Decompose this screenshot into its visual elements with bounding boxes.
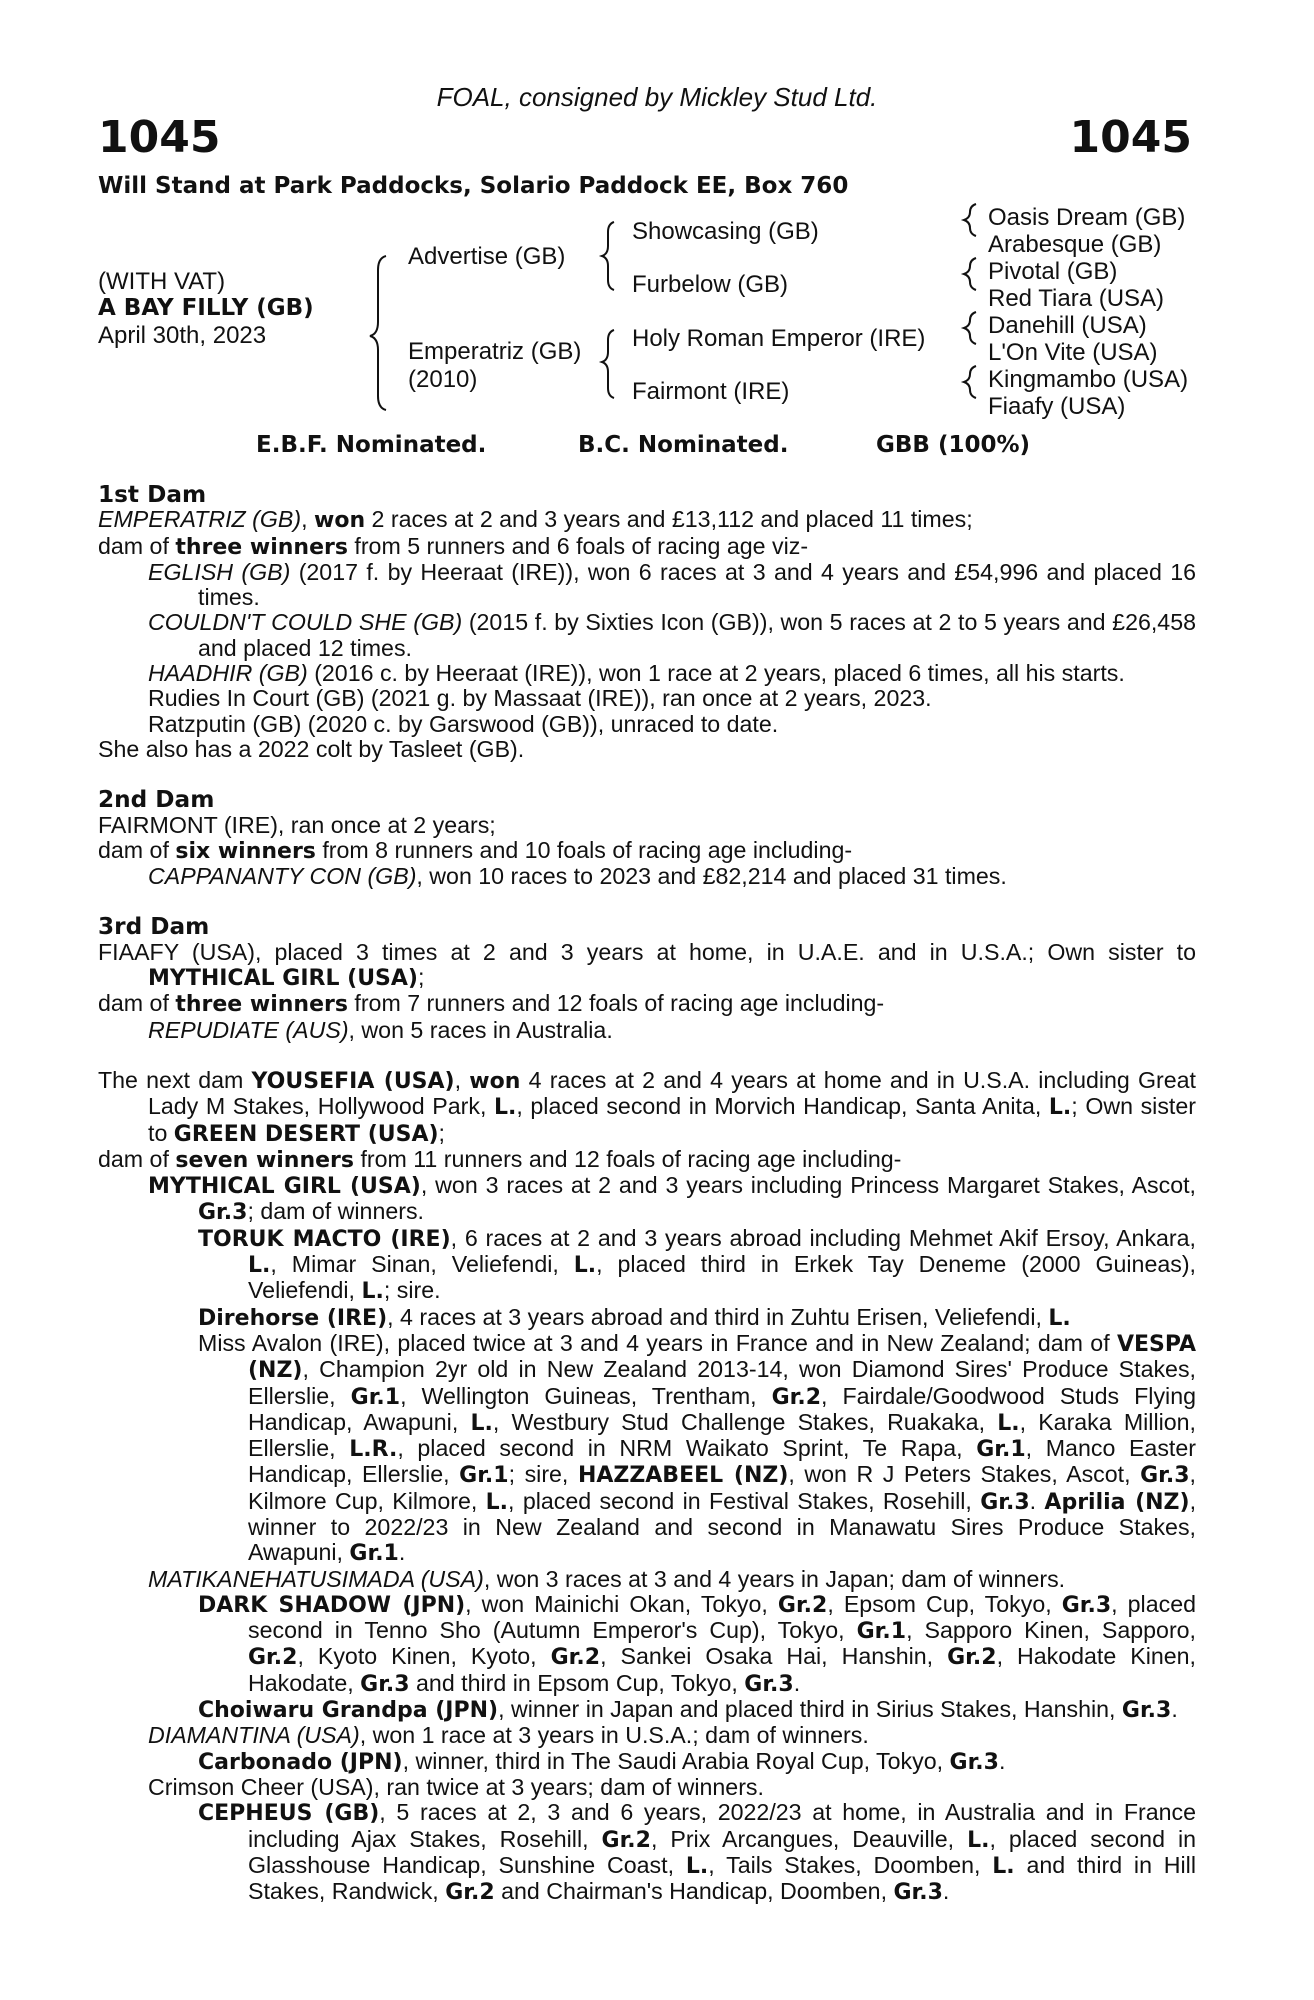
produce-haadhir: HAADHIR (GB) (2016 c. by Heeraat (IRE)), won 1 race at 2 years, placed 6 times, all his starts.	[148, 660, 1125, 687]
gen3-7: Kingmambo (USA)	[988, 366, 1189, 393]
dam-sire: Holy Roman Emperor (IRE)	[632, 325, 926, 352]
second-dam-produce: dam of six winners from 8 runners and 10 foals of racing age including-	[98, 836, 853, 864]
produce-crimson-cheer: Crimson Cheer (USA), ran twice at 3 years; dam of winners.	[148, 1773, 764, 1800]
gen3-8: Fiaafy (USA)	[988, 393, 1126, 420]
consignor-line: FOAL, consigned by Mickley Stud Ltd.	[436, 82, 878, 112]
third-dam-line: FIAAFY (USA), placed 3 times at 2 and 3 years at home, in U.A.E. and in U.S.A.; Own sister to MYTHICAL GIRL (USA);	[98, 938, 1196, 992]
ebf-nomination: E.B.F. Nominated.	[256, 432, 487, 458]
gen3-1: Oasis Dream (GB)	[988, 204, 1186, 231]
produce-couldnt: COULDN'T COULD SHE (GB) (2015 f. by Sixties Icon (GB)), won 5 races at 2 to 5 years and £26,458 and placed 12 times.	[148, 609, 1196, 661]
gen3-4: Red Tiara (USA)	[988, 285, 1165, 312]
produce-diamantina: DIAMANTINA (USA), won 1 race at 3 years in U.S.A.; dam of winners.	[148, 1722, 869, 1749]
gen3-6: L'On Vite (USA)	[988, 339, 1158, 366]
stand-location: Will Stand at Park Paddocks, Solario Paddock EE, Box 760	[98, 173, 849, 199]
gbb-rating: GBB (100%)	[876, 432, 1031, 458]
second-dam-heading: 2nd Dam	[98, 786, 215, 814]
dam-year: (2010)	[408, 366, 478, 393]
produce-cappananty: CAPPANANTY CON (GB), won 10 races to 2023 and £82,214 and placed 31 times.	[148, 863, 1007, 890]
produce-miss-avalon: Miss Avalon (IRE), placed twice at 3 and 4 years in France and in New Zealand; dam of VESPA (NZ), Champion 2yr old in New Zealand 2013-14, won Diamond Sires' Produce Stakes, Ellerslie, Gr.1, Wellington Guineas, Trentham, Gr.2, Fairdale/Goodwood Studs Flying Handicap, Awapuni, L., Westbury Stud Challenge Stakes, Ruakaka, L., Karaka Million, Ellerslie, L.R., placed second in NRM Waikato Sprint, Te Rapa, Gr.1, Manco Easter Handicap, Ellerslie, Gr.1; sire, HAZZABEEL (NZ), won R J Peters Stakes, Ascot, Gr.3, Kilmore Cup, Kilmore, L., placed second in Festival Stakes, Rosehill, Gr.3. Aprilia (NZ), winner to 2022/23 in New Zealand and second in Manawatu Sires Produce Stakes, Awapuni, Gr.1.	[198, 1329, 1197, 1567]
second-dam-line: FAIRMONT (IRE), ran once at 2 years;	[98, 811, 496, 838]
first-dam-line: EMPERATRIZ (GB), won 2 races at 2 and 3 years and £13,112 and placed 11 times;	[98, 506, 973, 534]
produce-dark-shadow: DARK SHADOW (JPN), won Mainichi Okan, Tokyo, Gr.2, Epsom Cup, Tokyo, Gr.3, placed second in Tenno Sho (Autumn Emperor's Cup), Tokyo, Gr.1, Sapporo Kinen, Sapporo, Gr.2, Kyoto Kinen, Kyoto, Gr.2, Sankei Osaka Hai, Hanshin, Gr.2, Hakodate Kinen, Hakodate, Gr.3 and third in Epsom Cup, Tokyo, Gr.3.	[198, 1590, 1196, 1697]
produce-eglish: EGLISH (GB) (2017 f. by Heeraat (IRE)), won 6 races at 3 and 4 years and £54,996 and placed 16 times.	[148, 558, 1196, 611]
next-dam-line: The next dam YOUSEFIA (USA), won 4 races at 2 and 4 years at home and in U.S.A. including Great Lady M Stakes, Hollywood Park, L., placed second in Morvich Handicap, Santa Anita, L.; Own sister to GREEN DESERT (USA);	[98, 1066, 1197, 1147]
sire-sire: Showcasing (GB)	[632, 218, 819, 245]
third-dam-produce: dam of three winners from 7 runners and 12 foals of racing age including-	[98, 990, 885, 1018]
dam: Emperatriz (GB)	[408, 338, 582, 365]
produce-record	[98, 482, 1196, 1905]
produce-choiwaru-grandpa: Choiwaru Grandpa (JPN), winner in Japan and placed third in Sirius Stakes, Hanshin, Gr.3.	[198, 1696, 1178, 1724]
horse-name: A BAY FILLY (GB)	[98, 295, 314, 321]
first-dam-heading: 1st Dam	[98, 481, 207, 508]
produce-matikanehatusimada: MATIKANEHATUSIMADA (USA), won 3 races at 3 and 4 years in Japan; dam of winners.	[148, 1565, 1066, 1592]
next-dam-produce: dam of seven winners from 11 runners and 12 foals of racing age including-	[98, 1145, 902, 1173]
produce-rudies: Rudies In Court (GB) (2021 g. by Massaat (IRE)), ran once at 2 years, 2023.	[148, 685, 932, 712]
gen3-2: Arabesque (GB)	[988, 231, 1162, 258]
produce-cepheus: CEPHEUS (GB), 5 races at 2, 3 and 6 years, 2022/23 at home, in Australia and in France including Ajax Stakes, Rosehill, Gr.2, Prix Arcangues, Deauville, L., placed second in Glasshouse Handicap, Sunshine Coast, L., Tails Stakes, Doomben, L. and third in Hill Stakes, Randwick, Gr.2 and Chairman's Handicap, Doomben, Gr.3.	[198, 1799, 1196, 1906]
produce-mythical-girl: MYTHICAL GIRL (USA), won 3 races at 2 and 3 years including Princess Margaret Stakes, Ascot, Gr.3; dam of winners.	[148, 1172, 1197, 1226]
first-dam-produce: dam of three winners from 5 runners and 6 foals of racing age viz-	[98, 532, 809, 560]
dam-dam: Fairmont (IRE)	[632, 378, 790, 405]
produce-toruk-macto: TORUK MACTO (IRE), 6 races at 2 and 3 years abroad including Mehmet Akif Ersoy, Ankara, L., Mimar Sinan, Veliefendi, L., placed third in Erkek Tay Deneme (2000 Guineas), Veliefendi, L.; sire.	[198, 1224, 1196, 1305]
bc-nomination: B.C. Nominated.	[578, 432, 789, 458]
gen3-3: Pivotal (GB)	[988, 258, 1118, 285]
lot-number-right: 1045	[1069, 112, 1192, 163]
produce-repudiate: REPUDIATE (AUS), won 5 races in Australia.	[148, 1016, 613, 1043]
lot-number-left: 1045	[98, 112, 221, 163]
vat-note: (WITH VAT)	[98, 268, 226, 295]
gen3-5: Danehill (USA)	[988, 312, 1147, 339]
produce-direhorse: Direhorse (IRE), 4 races at 3 years abroad and third in Zuhtu Erisen, Veliefendi, L.	[198, 1303, 1071, 1331]
produce-carbonado: Carbonado (JPN), winner, third in The Saudi Arabia Royal Cup, Tokyo, Gr.3.	[198, 1747, 1006, 1775]
sire-dam: Furbelow (GB)	[632, 271, 789, 298]
produce-note: She also has a 2022 colt by Tasleet (GB).	[98, 735, 525, 762]
sire: Advertise (GB)	[408, 243, 566, 270]
foaling-date: April 30th, 2023	[98, 322, 267, 349]
produce-ratzputin: Ratzputin (GB) (2020 c. by Garswood (GB)), unraced to date.	[148, 710, 779, 737]
third-dam-heading: 3rd Dam	[98, 913, 210, 941]
